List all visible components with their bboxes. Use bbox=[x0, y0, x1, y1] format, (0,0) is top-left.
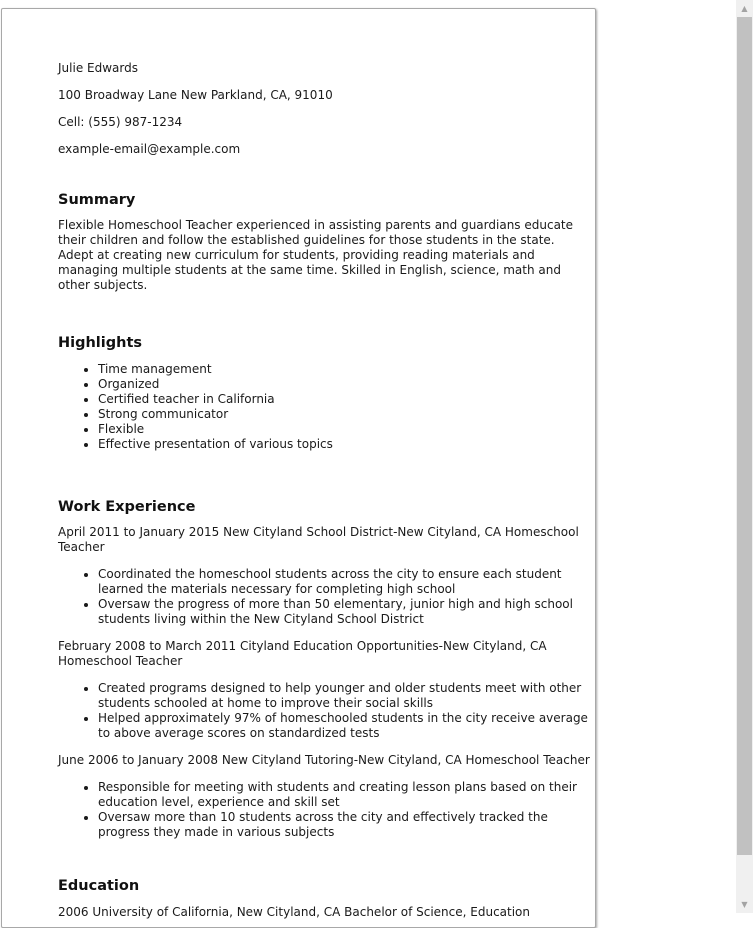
contact-email: example-email@example.com bbox=[58, 142, 241, 156]
education-heading: Education bbox=[58, 878, 140, 894]
scroll-thumb[interactable] bbox=[737, 17, 752, 855]
job-bullets-2 bbox=[58, 681, 592, 741]
resume-content bbox=[58, 61, 592, 920]
summary-text: Flexible Homeschool Teacher experienced in assisting parents and guardians educate their children and follow the established guidelines for those students in the state. Adept at creating new curriculum for students, providing reading materials and managing multiple students at the same time. Skilled in English, science, math and other subjects. bbox=[58, 218, 574, 292]
scroll-down-arrow-icon[interactable]: ▼ bbox=[741, 900, 748, 909]
resume-page bbox=[1, 8, 596, 928]
job-bullet: • Coordinated the homeschool students across the city to ensure each student learned the materials necessary for completing high school bbox=[98, 567, 592, 597]
job-bullet: • Responsible for meeting with students and creating lesson plans based on their education level, experience and skill set bbox=[98, 780, 592, 810]
job-bullets-3 bbox=[58, 780, 592, 840]
job-bullets-1 bbox=[58, 567, 592, 627]
vertical-scrollbar[interactable] bbox=[736, 0, 753, 913]
job-line-1: April 2011 to January 2015 New Cityland School District-New Cityland, CA Homeschool Teacher bbox=[58, 525, 579, 554]
highlight-item: • Time management bbox=[98, 362, 592, 377]
job-bullet: • Helped approximately 97% of homeschooled students in the city receive average to above average scores on standardized tests bbox=[98, 711, 592, 741]
job-line-3: June 2006 to January 2008 New Cityland Tutoring-New Cityland, CA Homeschool Teacher bbox=[58, 753, 590, 767]
highlight-item: • Effective presentation of various topics bbox=[98, 437, 592, 452]
highlight-item: • Organized bbox=[98, 377, 592, 392]
highlight-item: • Certified teacher in California bbox=[98, 392, 592, 407]
highlights-list bbox=[58, 362, 592, 452]
contact-name: Julie Edwards bbox=[58, 61, 138, 75]
job-line-2: February 2008 to March 2011 Cityland Education Opportunities-New Cityland, CA Homeschool Teacher bbox=[58, 639, 547, 668]
job-bullet: • Oversaw the progress of more than 50 elementary, junior high and high school students living within the New Cityland School District bbox=[98, 597, 592, 627]
scroll-up-arrow-icon[interactable]: ▲ bbox=[741, 4, 748, 13]
highlights-heading: Highlights bbox=[58, 335, 143, 351]
work-heading: Work Experience bbox=[58, 499, 196, 515]
highlight-item: • Strong communicator bbox=[98, 407, 592, 422]
summary-heading: Summary bbox=[58, 192, 136, 208]
job-bullet: • Oversaw more than 10 students across the city and effectively tracked the progress they made in various subjects bbox=[98, 810, 592, 840]
contact-address: 100 Broadway Lane New Parkland, CA, 91010 bbox=[58, 88, 333, 102]
education-line: 2006 University of California, New Cityland, CA Bachelor of Science, Education bbox=[58, 905, 531, 919]
contact-cell: Cell: (555) 987-1234 bbox=[58, 115, 183, 129]
highlight-item: • Flexible bbox=[98, 422, 592, 437]
job-bullet: • Created programs designed to help younger and older students meet with other students schooled at home to improve their social skills bbox=[98, 681, 592, 711]
